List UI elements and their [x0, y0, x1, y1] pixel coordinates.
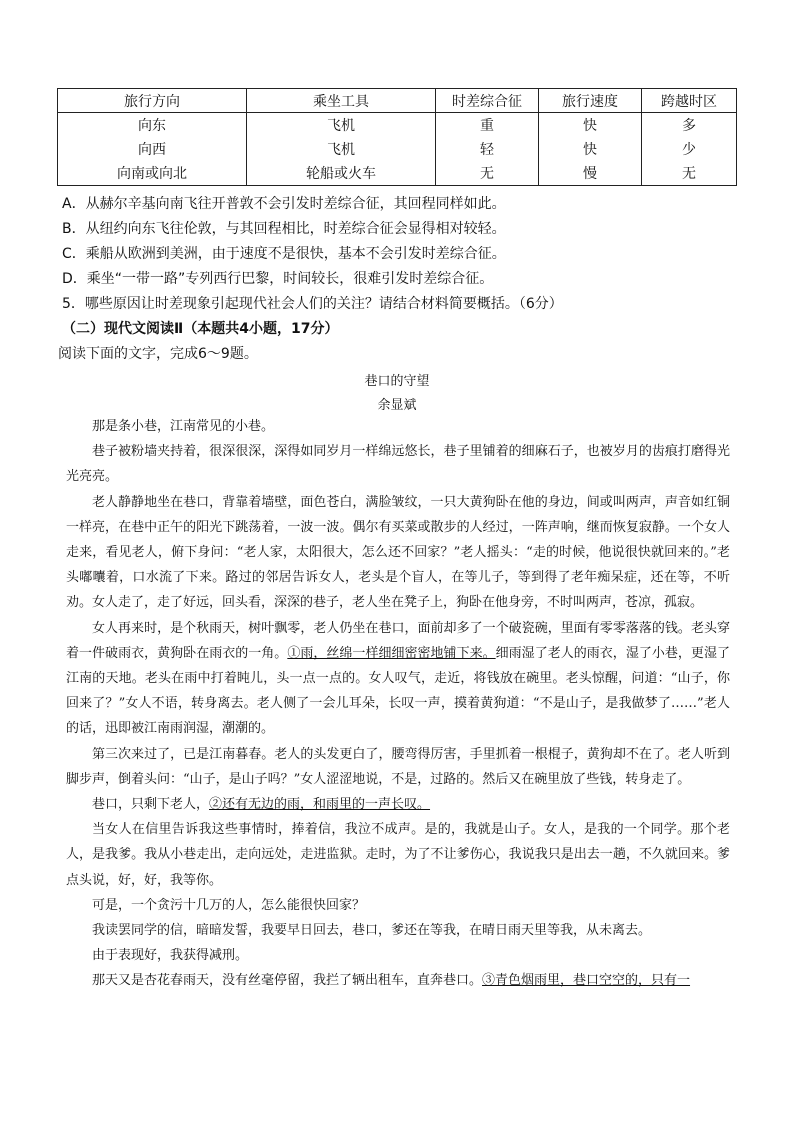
table-header: 时差综合征 [436, 89, 539, 113]
section-title: （二）现代文阅读Ⅱ（本题共4小题，17分） [62, 321, 339, 337]
table-cell: 向西 [58, 137, 247, 161]
table-cell: 快 [539, 113, 642, 138]
table-header: 乘坐工具 [247, 89, 436, 113]
article-author: 余显斌 [377, 398, 417, 413]
table-row [58, 161, 737, 186]
paragraph: 我读罢同学的信，暗暗发誓，我要早日回去，巷口，爹还在等我，在晴日雨天里等我，从未离去。 [92, 923, 652, 939]
table-row [58, 113, 737, 138]
option-b: B．从纽约向东飞往伦敦，与其回程相比，时差综合征会显得相对较轻。 [62, 221, 506, 237]
table-cell: 无 [642, 161, 737, 186]
paragraph-text: 女人再来时，是个秋雨天，树叶飘零，老人仍坐在巷口，面前却多了一个破瓷碗，里面有零零落落的钱。老头穿着一件破雨衣，黄狗卧在雨衣的一角。 [66, 620, 730, 661]
paragraph [66, 968, 730, 993]
table-cell: 无 [436, 161, 539, 186]
paragraph: 巷子被粉墙夹持着，很深很深，深得如同岁月一样绵远悠长，巷子里铺着的细麻石子，也被岁月的齿痕打磨得光光亮亮。 [66, 444, 730, 485]
table-cell: 少 [642, 137, 737, 161]
paragraph: 老人静静地坐在巷口，背靠着墙壁，面色苍白，满脸皱纹，一只大黄狗卧在他的身边，间或叫两声，声音如红铜一样亮，在巷中正午的阳光下跳荡着，一波一波。偶尔有买菜或散步的人经过，一阵声响，继而恢复寂静。一个女人走来，看见老人，俯下身问：“老人家，太阳很大，怎么还不回家？”老人摇头：“走的时候，他说很快就回来的。”老头嘟囔着，口水流了下来。路过的邻居告诉女人，老头是个盲人，在等儿子，等到得了老年痴呆症，还在等，不听劝。女人走了，走了好远，回头看，深深的巷子，老人坐在凳子上，狗卧在他身旁，不时叫两声，苍凉，孤寂。 [66, 494, 730, 611]
table-cell: 轻 [436, 137, 539, 161]
table-header: 旅行速度 [539, 89, 642, 113]
paragraph-text: 巷口，只剩下老人， [92, 797, 210, 813]
paragraph: 第三次来过了，已是江南暮春。老人的头发更白了，腰弯得厉害，手里抓着一根棍子，黄狗却不在了。老人听到脚步声，倒着头问：“山子，是山子吗？”女人涩涩地说，不是，过路的。然后又在碗里放了些钱，转身走了。 [66, 746, 730, 787]
jet-lag-table [57, 88, 737, 186]
table-cell: 飞机 [247, 113, 436, 138]
reading-instruction: 阅读下面的文字，完成6～9题。 [58, 346, 258, 362]
paragraph [66, 792, 730, 817]
underlined-sentence-2: ②还有无边的雨，和雨里的一声长叹。 [209, 797, 431, 813]
paragraph-text: 细雨湿了老人的雨衣，湿了小巷，更湿了江南的天地。老头在雨中打着盹儿，头一点一点的。女人叹气，走近，将钱放在碗里。老头惊醒，问道：“山子，你回来了？”女人不语，转身离去。老人侧了一会儿耳朵，长叹一声，摸着黄狗道：“不是山子，是我做梦了……”老人的话，迅即被江南雨润湿，潮潮的。 [66, 645, 730, 737]
paragraph: 可是，一个贪污十几万的人，怎么能很快回家？ [92, 897, 366, 913]
table-header: 旅行方向 [58, 89, 247, 113]
table-cell: 多 [642, 113, 737, 138]
table-row [58, 137, 737, 161]
option-c: C．乘船从欧洲到美洲，由于速度不是很快，基本不会引发时差综合征。 [62, 246, 506, 262]
paragraph: 那是条小巷，江南常见的小巷。 [92, 419, 275, 434]
article-title: 巷口的守望 [364, 374, 430, 389]
table-cell: 向东 [58, 113, 247, 138]
option-d: D．乘坐“一带一路”专列西行巴黎，时间较长，很难引发时差综合征。 [62, 271, 494, 287]
article-body [66, 414, 730, 994]
option-a: A．从赫尔辛基向南飞往开普敦不会引发时差综合征，其回程同样如此。 [62, 196, 506, 212]
underlined-sentence-3: ③青色烟雨里，巷口空空的，只有一 [482, 973, 691, 989]
paragraph: 当女人在信里告诉我这些事情时，捧着信，我泣不成声。是的，我就是山子。女人，是我的一个同学。那个老人，是我爹。我从小巷走出，走向远处，走进监狱。走时，为了不让爹伤心，我说我只是出去一趟，不久就回来。爹点头说，好，好，我等你。 [66, 822, 730, 888]
table-header: 跨越时区 [642, 89, 737, 113]
table-header-row [58, 89, 737, 113]
question-5: 5．哪些原因让时差现象引起现代社会人们的关注？请结合材料简要概括。（6分） [62, 296, 563, 312]
underlined-sentence-1: ①雨，丝绵一样细细密密地铺下来。 [287, 645, 496, 661]
paragraph-text: 那天又是杏花春雨天，没有丝毫停留，我拦了辆出租车，直奔巷口。 [92, 973, 483, 989]
table-cell: 向南或向北 [58, 161, 247, 186]
table-cell: 飞机 [247, 137, 436, 161]
table-cell: 轮船或火车 [247, 161, 436, 186]
table-cell: 慢 [539, 161, 642, 186]
table-cell: 快 [539, 137, 642, 161]
table-cell: 重 [436, 113, 539, 138]
paragraph [66, 616, 730, 742]
paragraph: 由于表现好，我获得减刑。 [92, 948, 249, 964]
